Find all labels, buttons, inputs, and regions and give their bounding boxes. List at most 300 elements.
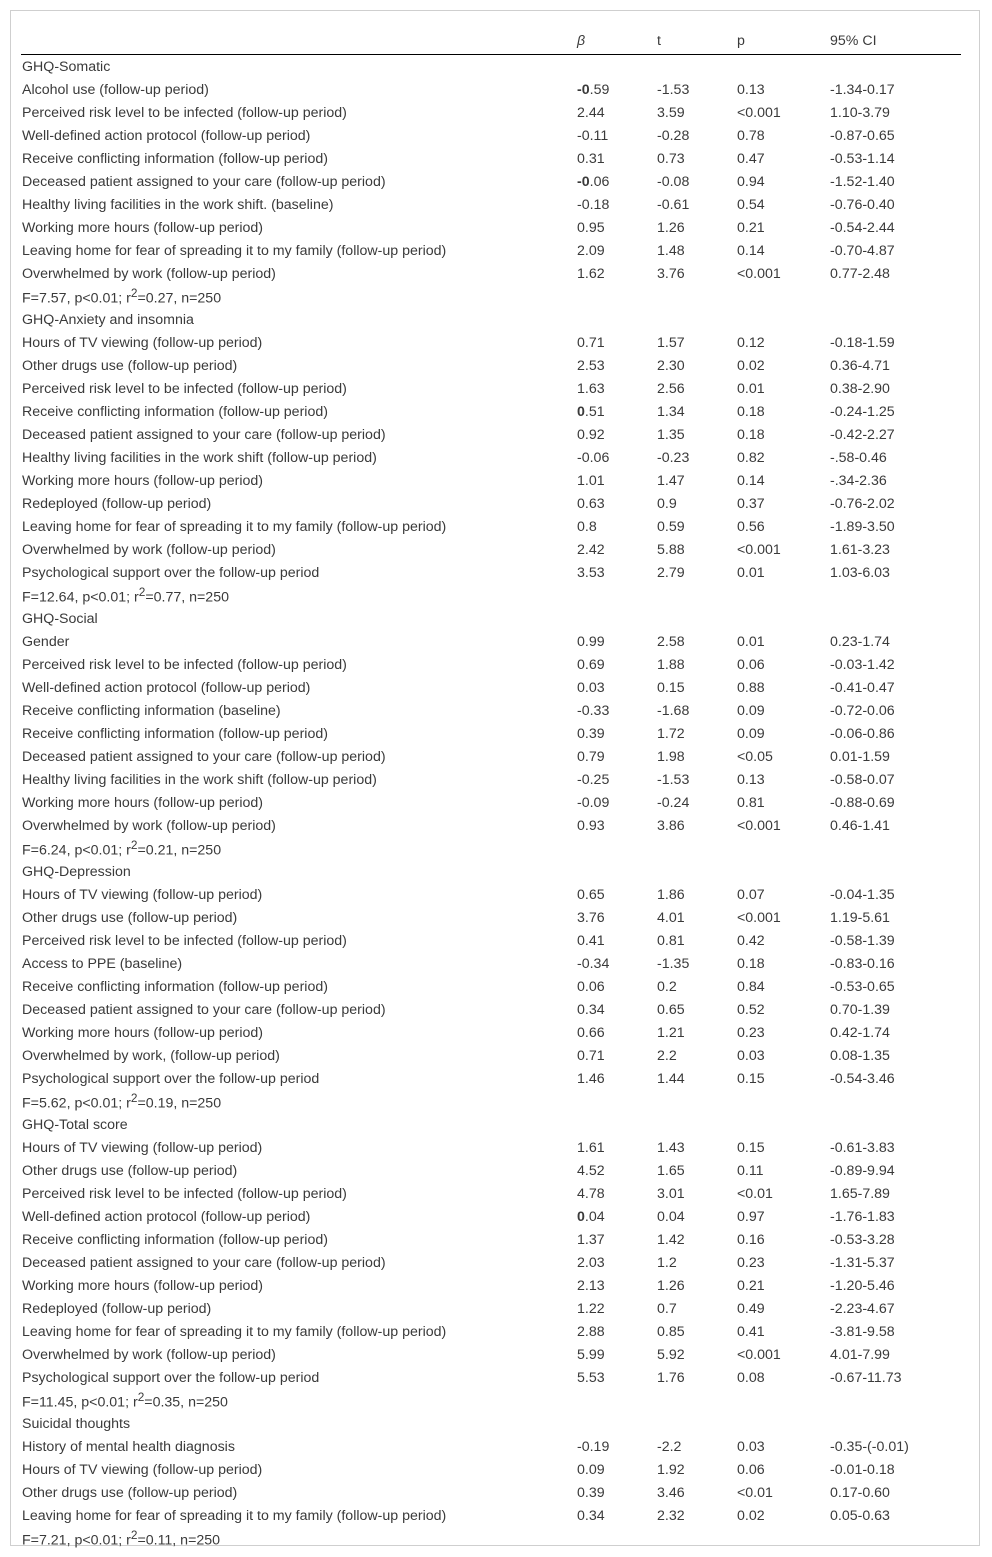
- table-row: [21, 1366, 961, 1389]
- p-cell: 0.42: [737, 932, 765, 949]
- ci-cell: -.58-0.46: [830, 449, 887, 466]
- model-stats: [21, 1389, 961, 1412]
- t-cell: 1.48: [657, 242, 685, 259]
- model-stats: [21, 285, 961, 308]
- t-cell: 1.2: [657, 1254, 677, 1271]
- table-row: [21, 515, 961, 538]
- t-cell: 3.46: [657, 1484, 685, 1501]
- table-row: [21, 1343, 961, 1366]
- ci-cell: -3.81-9.58: [830, 1323, 895, 1340]
- stats-superscript: 2: [130, 1091, 138, 1106]
- beta-cell: 0.99: [577, 633, 605, 650]
- variable-cell: Other drugs use (follow-up period): [22, 909, 238, 926]
- variable-cell: Well-defined action protocol (follow-up period): [22, 679, 311, 696]
- beta-cell: 0.92: [577, 426, 605, 443]
- t-cell: -0.28: [657, 127, 690, 144]
- ci-cell: 1.03-6.03: [830, 564, 890, 581]
- t-cell: 3.76: [657, 265, 685, 282]
- t-cell: 1.92: [657, 1461, 685, 1478]
- beta-cell: 1.62: [577, 265, 605, 282]
- table-row: [21, 699, 961, 722]
- stats-prefix: F=7.57, p<0.01; r: [22, 290, 131, 307]
- p-cell: 0.12: [737, 334, 765, 351]
- table-row: [21, 975, 961, 998]
- section-title: GHQ-Depression: [22, 863, 131, 880]
- p-cell: <0.001: [737, 541, 781, 558]
- t-cell: 0.15: [657, 679, 685, 696]
- variable-cell: Receive conflicting information (follow-up period): [22, 725, 328, 742]
- model-stats-row: [21, 285, 961, 308]
- t-cell: -0.61: [657, 196, 690, 213]
- p-cell: 0.23: [737, 1254, 765, 1271]
- variable-cell: Hours of TV viewing (follow-up period): [22, 1461, 263, 1478]
- beta-cell: [576, 78, 656, 101]
- p-cell: <0.05: [737, 748, 773, 765]
- variable-cell: Hours of TV viewing (follow-up period): [22, 1139, 263, 1156]
- p-cell: 0.01: [737, 633, 765, 650]
- section-row: [21, 308, 961, 331]
- variable-cell: Perceived risk level to be infected (follow-up period): [22, 104, 347, 121]
- variable-cell: Working more hours (follow-up period): [22, 794, 264, 811]
- p-cell: <0.001: [737, 265, 781, 282]
- model-stats-row: [21, 1090, 961, 1113]
- p-cell: 0.02: [737, 357, 765, 374]
- variable-cell: Healthy living facilities in the work shift (follow-up period): [22, 771, 377, 788]
- variable-cell: Perceived risk level to be infected (follow-up period): [22, 1185, 347, 1202]
- table-row: [21, 1504, 961, 1527]
- beta-cell: 0.39: [577, 1484, 605, 1501]
- ci-cell: -.34-2.36: [830, 472, 887, 489]
- variable-cell: Redeployed (follow-up period): [22, 495, 212, 512]
- t-cell: 0.7: [657, 1300, 677, 1317]
- beta-cell: 1.37: [577, 1231, 605, 1248]
- ci-cell: -0.83-0.16: [830, 955, 895, 972]
- p-cell: 0.11: [737, 1162, 764, 1179]
- t-cell: 3.01: [657, 1185, 685, 1202]
- stats-prefix: F=11.45, p<0.01; r: [22, 1394, 138, 1411]
- stats-suffix: =0.27, n=250: [137, 290, 222, 307]
- t-cell: 1.43: [657, 1139, 685, 1156]
- ci-cell: 1.61-3.23: [830, 541, 890, 558]
- section-title: GHQ-Somatic: [22, 58, 111, 75]
- stats-superscript: 2: [137, 1390, 145, 1405]
- section-title: GHQ-Anxiety and insomnia: [22, 311, 194, 328]
- p-cell: 0.97: [737, 1208, 765, 1225]
- ci-cell: -0.58-1.39: [830, 932, 895, 949]
- p-cell: 0.18: [737, 955, 765, 972]
- beta-cell: 0.79: [577, 748, 605, 765]
- t-cell: 0.9: [657, 495, 677, 512]
- stats-superscript: 2: [130, 838, 138, 853]
- p-cell: <0.001: [737, 1346, 781, 1363]
- p-cell: 0.88: [737, 679, 765, 696]
- table-row: [21, 1481, 961, 1504]
- ci-cell: -1.20-5.46: [830, 1277, 895, 1294]
- beta-cell: 0.34: [577, 1001, 605, 1018]
- p-cell: 0.09: [737, 702, 765, 719]
- beta-cell: 0.95: [577, 219, 605, 236]
- table-row: [21, 101, 961, 124]
- beta-cell: 0.09: [577, 1461, 605, 1478]
- t-cell: 0.2: [657, 978, 677, 995]
- variable-cell: Working more hours (follow-up period): [22, 1024, 264, 1041]
- variable-cell: Overwhelmed by work (follow-up period): [22, 541, 276, 558]
- header-variable: [21, 27, 576, 55]
- t-cell: 2.58: [657, 633, 685, 650]
- t-cell: -1.35: [657, 955, 690, 972]
- variable-cell: Access to PPE (baseline): [22, 955, 183, 972]
- t-cell: 1.76: [657, 1369, 685, 1386]
- ci-cell: -0.76-0.40: [830, 196, 895, 213]
- ci-cell: -0.67-11.73: [830, 1369, 902, 1386]
- variable-cell: History of mental health diagnosis: [22, 1438, 235, 1455]
- ci-cell: 0.77-2.48: [830, 265, 890, 282]
- variable-cell: Hours of TV viewing (follow-up period): [22, 334, 263, 351]
- p-cell: 0.14: [737, 472, 765, 489]
- beta-bold-part: 0: [577, 1208, 585, 1225]
- table-row: [21, 423, 961, 446]
- model-stats: [21, 1527, 961, 1550]
- ci-cell: 0.05-0.63: [830, 1507, 890, 1524]
- table-row: [21, 446, 961, 469]
- beta-cell: 0.41: [577, 932, 605, 949]
- model-stats-row: [21, 1389, 961, 1412]
- variable-cell: Healthy living facilities in the work shift (follow-up period): [22, 449, 377, 466]
- beta-cell: -0.11: [577, 127, 609, 144]
- variable-cell: Working more hours (follow-up period): [22, 472, 264, 489]
- ci-cell: -0.61-3.83: [830, 1139, 895, 1156]
- table-row: [21, 722, 961, 745]
- table-row: [21, 883, 961, 906]
- variable-cell: Leaving home for fear of spreading it to my family (follow-up period): [22, 1323, 447, 1340]
- header-ci: 95% CI: [829, 27, 961, 55]
- variable-cell: Other drugs use (follow-up period): [22, 357, 238, 374]
- ci-cell: 0.42-1.74: [830, 1024, 890, 1041]
- section-row: [21, 1412, 961, 1435]
- beta-cell: 0.31: [577, 150, 605, 167]
- p-cell: 0.15: [737, 1139, 765, 1156]
- table-row: [21, 216, 961, 239]
- table-row: [21, 630, 961, 653]
- t-cell: 1.21: [657, 1024, 685, 1041]
- t-cell: 1.44: [657, 1070, 685, 1087]
- beta-cell: 2.09: [577, 242, 605, 259]
- section-title: GHQ-Social: [22, 610, 98, 627]
- table-row: [21, 1205, 961, 1228]
- t-cell: 0.81: [657, 932, 685, 949]
- ci-cell: -0.42-2.27: [830, 426, 895, 443]
- variable-cell: Other drugs use (follow-up period): [22, 1162, 238, 1179]
- ci-cell: 1.19-5.61: [830, 909, 890, 926]
- p-cell: <0.001: [737, 909, 781, 926]
- beta-cell: 0.39: [577, 725, 605, 742]
- t-cell: 3.59: [657, 104, 685, 121]
- table-row: [21, 538, 961, 561]
- p-cell: 0.03: [737, 1047, 765, 1064]
- p-cell: 0.81: [737, 794, 765, 811]
- beta-cell: 3.53: [577, 564, 605, 581]
- table-row: [21, 331, 961, 354]
- table-frame: [10, 10, 980, 1549]
- section-row: [21, 607, 961, 630]
- t-cell: 2.56: [657, 380, 685, 397]
- table-row: [21, 1159, 961, 1182]
- beta-cell: 0.71: [577, 1047, 605, 1064]
- table-row: [21, 952, 961, 975]
- table-row: [21, 1136, 961, 1159]
- p-cell: 0.16: [737, 1231, 765, 1248]
- t-cell: 1.42: [657, 1231, 685, 1248]
- model-stats-row: [21, 584, 961, 607]
- ci-cell: -0.54-2.44: [830, 219, 895, 236]
- table-row: [21, 1297, 961, 1320]
- t-cell: 2.2: [657, 1047, 677, 1064]
- beta-cell: 0.69: [577, 656, 605, 673]
- beta-cell: 5.99: [577, 1346, 605, 1363]
- ci-cell: -0.03-1.42: [830, 656, 895, 673]
- variable-cell: Overwhelmed by work, (follow-up period): [22, 1047, 280, 1064]
- p-cell: <0.001: [737, 104, 781, 121]
- p-cell: 0.41: [737, 1323, 765, 1340]
- table-row: [21, 1021, 961, 1044]
- beta-cell: 2.53: [577, 357, 605, 374]
- t-cell: 5.88: [657, 541, 685, 558]
- ci-cell: 1.10-3.79: [830, 104, 890, 121]
- ci-cell: 1.65-7.89: [830, 1185, 890, 1202]
- table-row: [21, 814, 961, 837]
- t-cell: 0.65: [657, 1001, 685, 1018]
- beta-cell: -0.06: [577, 449, 610, 466]
- p-cell: 0.02: [737, 1507, 765, 1524]
- t-cell: -1.68: [657, 702, 690, 719]
- ci-cell: -0.06-0.86: [830, 725, 895, 742]
- table-row: [21, 147, 961, 170]
- table-row: [21, 676, 961, 699]
- table-row: [21, 170, 961, 193]
- p-cell: 0.18: [737, 426, 765, 443]
- beta-bold-part: 0: [577, 403, 585, 420]
- beta-cell: 0.66: [577, 1024, 605, 1041]
- table-row: [21, 745, 961, 768]
- table-row: [21, 768, 961, 791]
- ci-cell: -1.34-0.17: [830, 81, 895, 98]
- p-cell: 0.15: [737, 1070, 765, 1087]
- table-header: [21, 27, 961, 55]
- beta-cell: 0.8: [577, 518, 597, 535]
- variable-cell: Receive conflicting information (baseline): [22, 702, 281, 719]
- variable-cell: Deceased patient assigned to your care (follow-up period): [22, 173, 386, 190]
- ci-cell: -1.31-5.37: [830, 1254, 895, 1271]
- table-row: [21, 492, 961, 515]
- ci-cell: -0.53-3.28: [830, 1231, 895, 1248]
- beta-rest-part: .06: [589, 173, 610, 190]
- beta-cell: 0.93: [577, 817, 605, 834]
- variable-cell: Receive conflicting information (follow-up period): [22, 978, 328, 995]
- p-cell: 0.03: [737, 1438, 765, 1455]
- p-cell: 0.07: [737, 886, 765, 903]
- t-cell: 0.59: [657, 518, 685, 535]
- beta-rest-part: .04: [584, 1208, 605, 1225]
- table-row: [21, 561, 961, 584]
- ci-cell: -0.18-1.59: [830, 334, 895, 351]
- model-stats-row: [21, 1527, 961, 1550]
- t-cell: 1.35: [657, 426, 685, 443]
- ci-cell: 0.01-1.59: [830, 748, 890, 765]
- t-cell: -0.24: [657, 794, 690, 811]
- p-cell: 0.52: [737, 1001, 765, 1018]
- variable-cell: Receive conflicting information (follow-up period): [22, 403, 328, 420]
- table-row: [21, 998, 961, 1021]
- variable-cell: Overwhelmed by work (follow-up period): [22, 817, 276, 834]
- variable-cell: Overwhelmed by work (follow-up period): [22, 265, 276, 282]
- variable-cell: Healthy living facilities in the work shift. (baseline): [22, 196, 334, 213]
- p-cell: 0.18: [737, 403, 765, 420]
- section-row: [21, 1113, 961, 1136]
- beta-cell: -0.33: [577, 702, 610, 719]
- p-cell: 0.49: [737, 1300, 765, 1317]
- p-cell: <0.01: [737, 1185, 773, 1202]
- ci-cell: -0.76-2.02: [830, 495, 895, 512]
- variable-cell: Perceived risk level to be infected (follow-up period): [22, 656, 347, 673]
- p-cell: 0.08: [737, 1369, 765, 1386]
- ci-cell: -1.76-1.83: [830, 1208, 895, 1225]
- variable-cell: Deceased patient assigned to your care (follow-up period): [22, 1254, 386, 1271]
- beta-cell: 2.88: [577, 1323, 605, 1340]
- ci-cell: -0.88-0.69: [830, 794, 895, 811]
- t-cell: 3.86: [657, 817, 685, 834]
- beta-rest-part: .51: [584, 403, 605, 420]
- beta-cell: 5.53: [577, 1369, 605, 1386]
- beta-cell: -0.34: [577, 955, 610, 972]
- variable-cell: Redeployed (follow-up period): [22, 1300, 212, 1317]
- table-row: [21, 791, 961, 814]
- ci-cell: 4.01-7.99: [830, 1346, 890, 1363]
- t-cell: 0.04: [657, 1208, 685, 1225]
- beta-cell: 2.13: [577, 1277, 605, 1294]
- ci-cell: -0.72-0.06: [830, 702, 895, 719]
- t-cell: -2.2: [657, 1438, 682, 1455]
- stats-prefix: F=6.24, p<0.01; r: [22, 842, 131, 859]
- t-cell: 1.26: [657, 219, 685, 236]
- stats-prefix: F=5.62, p<0.01; r: [22, 1095, 131, 1112]
- p-cell: 0.21: [737, 1277, 765, 1294]
- regression-table: [21, 27, 961, 1550]
- beta-cell: -0.09: [577, 794, 610, 811]
- variable-cell: Overwhelmed by work (follow-up period): [22, 1346, 276, 1363]
- table-row: [21, 124, 961, 147]
- header-beta: β: [576, 27, 656, 55]
- beta-cell: 0.03: [577, 679, 605, 696]
- stats-suffix: =0.35, n=250: [144, 1394, 228, 1411]
- variable-cell: Working more hours (follow-up period): [22, 1277, 264, 1294]
- variable-cell: Deceased patient assigned to your care (follow-up period): [22, 748, 386, 765]
- p-cell: 0.84: [737, 978, 765, 995]
- variable-cell: Receive conflicting information (follow-up period): [22, 1231, 328, 1248]
- ci-cell: 0.23-1.74: [830, 633, 890, 650]
- t-cell: -0.23: [657, 449, 690, 466]
- ci-cell: -0.41-0.47: [830, 679, 895, 696]
- model-stats: [21, 837, 961, 860]
- model-stats: [21, 1090, 961, 1113]
- stats-suffix: =0.19, n=250: [137, 1095, 222, 1112]
- ci-cell: -0.35-(-0.01): [830, 1438, 909, 1455]
- stats-prefix: F=12.64, p<0.01; r: [22, 589, 139, 606]
- beta-cell: -0.18: [577, 196, 610, 213]
- t-cell: 4.01: [657, 909, 685, 926]
- ci-cell: -0.24-1.25: [830, 403, 895, 420]
- ci-cell: -1.89-3.50: [830, 518, 895, 535]
- ci-cell: -0.54-3.46: [830, 1070, 895, 1087]
- table-row: [21, 262, 961, 285]
- variable-cell: Psychological support over the follow-up period: [22, 564, 320, 581]
- table-row: [21, 400, 961, 423]
- t-cell: 1.47: [657, 472, 685, 489]
- stats-suffix: =0.21, n=250: [137, 842, 222, 859]
- t-cell: 1.98: [657, 748, 685, 765]
- p-cell: 0.21: [737, 219, 765, 236]
- beta-cell: 1.01: [577, 472, 605, 489]
- ci-cell: 0.17-0.60: [830, 1484, 890, 1501]
- variable-cell: Hours of TV viewing (follow-up period): [22, 886, 263, 903]
- table-row: [21, 1435, 961, 1458]
- p-cell: <0.001: [737, 817, 781, 834]
- table-row: [21, 1251, 961, 1274]
- ci-cell: -0.89-9.94: [830, 1162, 895, 1179]
- variable-cell: Other drugs use (follow-up period): [22, 1484, 238, 1501]
- variable-cell: Leaving home for fear of spreading it to my family (follow-up period): [22, 242, 447, 259]
- t-cell: 0.73: [657, 150, 685, 167]
- stats-superscript: 2: [130, 286, 138, 301]
- beta-cell: -0.25: [577, 771, 610, 788]
- variable-cell: Deceased patient assigned to your care (follow-up period): [22, 1001, 386, 1018]
- p-cell: 0.14: [737, 242, 765, 259]
- p-cell: 0.06: [737, 656, 765, 673]
- ci-cell: -0.53-1.14: [830, 150, 895, 167]
- p-cell: 0.01: [737, 380, 765, 397]
- t-cell: -1.53: [657, 81, 690, 98]
- beta-cell: [576, 1205, 656, 1228]
- beta-cell: 4.78: [577, 1185, 605, 1202]
- section-row: [21, 55, 961, 79]
- beta-cell: 2.03: [577, 1254, 605, 1271]
- beta-bold-part: -0: [577, 81, 590, 98]
- ci-cell: 0.70-1.39: [830, 1001, 890, 1018]
- table-row: [21, 1320, 961, 1343]
- stats-suffix: =0.77, n=250: [145, 589, 229, 606]
- table-row: [21, 1274, 961, 1297]
- stats-superscript: 2: [130, 1528, 138, 1543]
- stats-superscript: 2: [138, 585, 146, 600]
- variable-cell: Perceived risk level to be infected (follow-up period): [22, 380, 347, 397]
- table-row: [21, 1228, 961, 1251]
- beta-cell: 0.06: [577, 978, 605, 995]
- stats-prefix: F=7.21, p<0.01; r: [22, 1532, 131, 1549]
- table-row: [21, 377, 961, 400]
- t-cell: 2.32: [657, 1507, 685, 1524]
- table-row: [21, 1044, 961, 1067]
- beta-cell: 1.22: [577, 1300, 605, 1317]
- ci-cell: -0.04-1.35: [830, 886, 895, 903]
- p-cell: 0.94: [737, 173, 765, 190]
- p-cell: 0.13: [737, 81, 765, 98]
- stats-suffix: =0.11, n=250: [137, 1532, 221, 1549]
- beta-cell: 2.44: [577, 104, 605, 121]
- beta-cell: 4.52: [577, 1162, 605, 1179]
- p-cell: 0.06: [737, 1461, 765, 1478]
- table-row: [21, 906, 961, 929]
- beta-cell: [576, 170, 656, 193]
- table-body: [21, 55, 961, 1551]
